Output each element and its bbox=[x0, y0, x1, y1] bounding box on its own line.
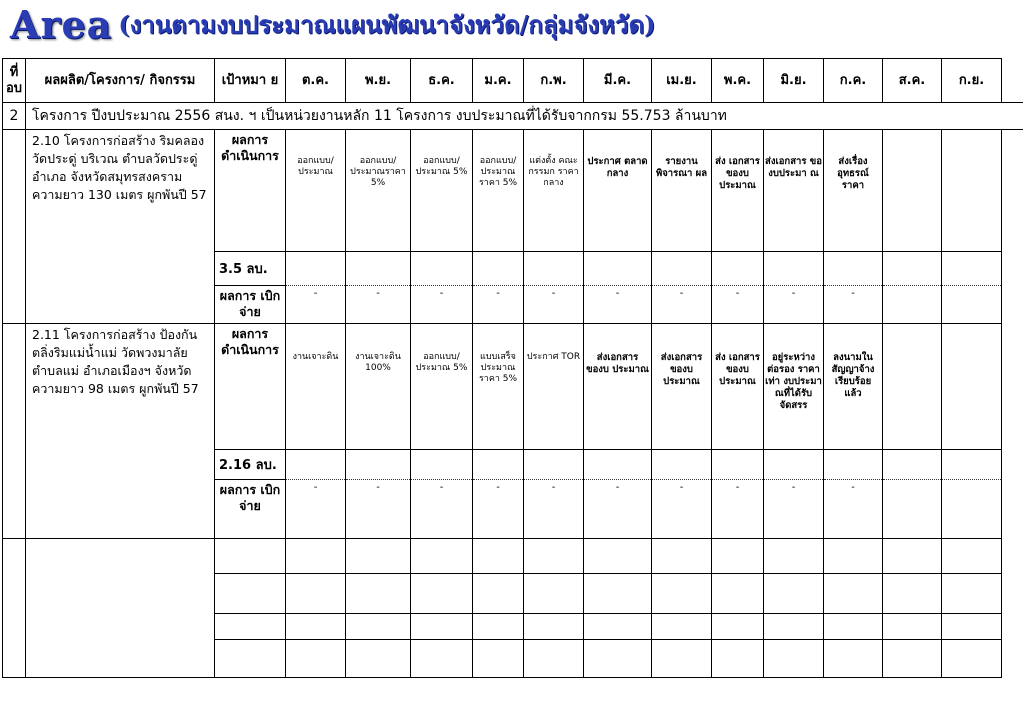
result-cell: ส่งเอกสาร ขอ งบประมา ณ bbox=[764, 130, 824, 252]
result-cell: อยู่ระหว่าง ต่อรอง ราคาเท่า งบประมา ณที่ได้รับ จัดสรร bbox=[764, 324, 824, 450]
page-title bbox=[10, 2, 656, 54]
result-label: ผลการ ดำเนินการ bbox=[215, 324, 286, 450]
band-row bbox=[3, 103, 1023, 130]
result-cell bbox=[883, 130, 942, 252]
spend-cell: - bbox=[712, 286, 764, 324]
spend-cell: - bbox=[286, 286, 346, 324]
spend-cell: - bbox=[346, 480, 411, 539]
header-month: ต.ค. bbox=[286, 59, 346, 103]
spend-cell: - bbox=[652, 480, 712, 539]
result-cell: ลงนามใน สัญญาจ้าง เรียบร้อย แล้ว bbox=[824, 324, 883, 450]
budget-amount: 2.16 ลบ. bbox=[215, 450, 286, 480]
spend-cell: - bbox=[473, 286, 524, 324]
project-no-cell bbox=[3, 130, 26, 324]
header-no: ที่ อบ bbox=[3, 59, 26, 103]
header-month: มิ.ย. bbox=[764, 59, 824, 103]
result-cell: แต่งตั้ง คณะกรรมก ราคากลาง bbox=[524, 130, 584, 252]
spend-cell: - bbox=[764, 480, 824, 539]
band-no: 2 bbox=[3, 103, 26, 130]
result-cell: ออกแบบ/ประมาณ ราคา 5% bbox=[473, 130, 524, 252]
header-month: พ.ย. bbox=[346, 59, 411, 103]
spend-cell: - bbox=[286, 480, 346, 539]
result-cell: ออกแบบ/ประมาณ 5% bbox=[411, 130, 473, 252]
spend-cell: - bbox=[473, 480, 524, 539]
budget-amount: 3.5 ลบ. bbox=[215, 252, 286, 286]
project-title: 2.10 โครงการก่อสร้าง ริมคลองวัดประดู่ บริเวณ ตำบลวัดประดู่ อำเภอ จังหวัดสมุทรสงคราม ความยาว 130 เมตร ผูกพันปี 57 bbox=[26, 130, 215, 324]
result-cell: รายงาน พิจารณา ผล bbox=[652, 130, 712, 252]
title-word: Area bbox=[10, 2, 113, 47]
project-result-row bbox=[3, 324, 1023, 450]
spend-label: ผลการ เบิกจ่าย bbox=[215, 480, 286, 539]
result-label: ผลการ ดำเนินการ bbox=[215, 130, 286, 252]
result-cell: แบบเสร็จ ประมาณ ราคา 5% bbox=[473, 324, 524, 450]
project-no-cell bbox=[3, 324, 26, 539]
spend-cell: - bbox=[584, 480, 652, 539]
header-month: ก.พ. bbox=[524, 59, 584, 103]
spend-cell bbox=[883, 480, 942, 539]
result-cell: ส่ง เอกสาร ของบ ประมาณ bbox=[712, 324, 764, 450]
empty-row bbox=[3, 539, 1023, 574]
result-cell: ส่งเอกสาร ของบ ประมาณ bbox=[652, 324, 712, 450]
result-cell: ออกแบบ/ประมาณ 5% bbox=[411, 324, 473, 450]
header-month: เม.ย. bbox=[652, 59, 712, 103]
spend-cell: - bbox=[824, 480, 883, 539]
header-product: ผลผลิต/โครงการ/ กิจกรรม bbox=[26, 59, 215, 103]
header-month: ก.ย. bbox=[942, 59, 1002, 103]
spend-cell: - bbox=[764, 286, 824, 324]
header-month: ก.ค. bbox=[824, 59, 883, 103]
spend-cell: - bbox=[524, 286, 584, 324]
plan-table bbox=[2, 58, 1023, 678]
spend-cell: - bbox=[652, 286, 712, 324]
result-cell: งานเจาะดิน bbox=[286, 324, 346, 450]
result-cell: ประกาศ ตลาดกลาง bbox=[584, 130, 652, 252]
header-month: พ.ค. bbox=[712, 59, 764, 103]
result-cell bbox=[942, 324, 1002, 450]
header-row bbox=[3, 59, 1023, 103]
result-cell: ออกแบบ/ประมาณราคา 5% bbox=[346, 130, 411, 252]
project-result-row bbox=[3, 130, 1023, 252]
spend-cell bbox=[883, 286, 942, 324]
result-cell bbox=[942, 130, 1002, 252]
spend-cell: - bbox=[712, 480, 764, 539]
spend-cell: - bbox=[411, 480, 473, 539]
title-subtitle: (งานตามงบประมาณแผนพัฒนาจังหวัด/กลุ่มจังหวัด) bbox=[118, 10, 656, 39]
spend-cell bbox=[942, 286, 1002, 324]
result-cell: ส่งเรื่อง อุทธรณ์ ราคา bbox=[824, 130, 883, 252]
result-cell: ประกาศ TOR bbox=[524, 324, 584, 450]
project-title: 2.11 โครงการก่อสร้าง ป้องกันตลิ่งริมแม่น้ำแม่ วัดพวงมาลัย ตำบลแม่ อำเภอเมืองฯ จังหวัด ความยาว 98 เมตร ผูกพันปี 57 bbox=[26, 324, 215, 539]
result-cell: ส่ง เอกสาร ของบ ประมาณ bbox=[712, 130, 764, 252]
spend-cell: - bbox=[524, 480, 584, 539]
header-month: มี.ค. bbox=[584, 59, 652, 103]
result-cell bbox=[883, 324, 942, 450]
spend-cell bbox=[942, 480, 1002, 539]
spend-cell: - bbox=[824, 286, 883, 324]
header-month: ธ.ค. bbox=[411, 59, 473, 103]
spend-label: ผลการ เบิกจ่าย bbox=[215, 286, 286, 324]
spend-cell: - bbox=[346, 286, 411, 324]
header-target: เป้าหมา ย bbox=[215, 59, 286, 103]
band-text: โครงการ ปีงบประมาณ 2556 สนง. ฯ เป็นหน่วยงานหลัก 11 โครงการ งบประมาณที่ได้รับจากกรม 55.753 ล้านบาท bbox=[26, 103, 1023, 130]
spend-cell: - bbox=[411, 286, 473, 324]
spend-cell: - bbox=[584, 286, 652, 324]
header-month: ม.ค. bbox=[473, 59, 524, 103]
header-month: ส.ค. bbox=[883, 59, 942, 103]
result-cell: งานเจาะดิน 100% bbox=[346, 324, 411, 450]
result-cell: ออกแบบ/ประมาณ bbox=[286, 130, 346, 252]
result-cell: ส่งเอกสาร ของบ ประมาณ bbox=[584, 324, 652, 450]
